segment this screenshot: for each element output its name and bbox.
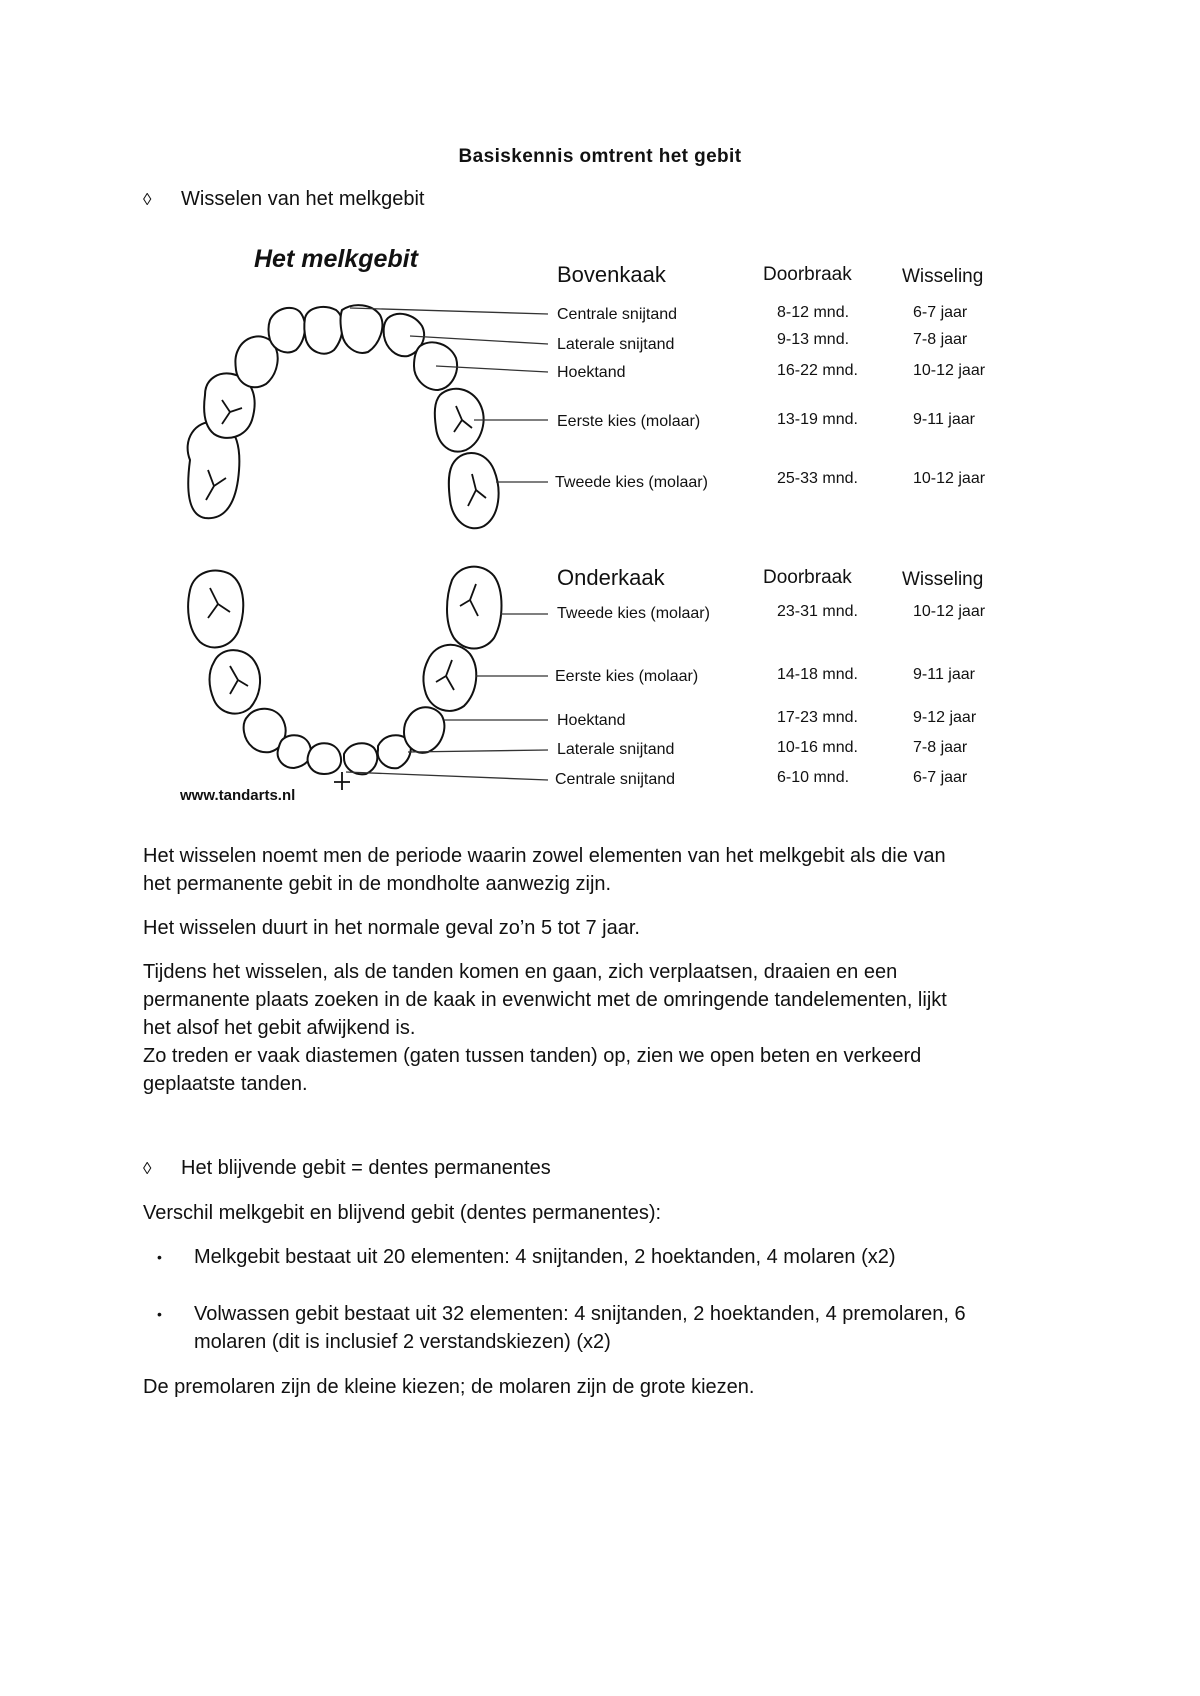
- lower-col-eruption: Doorbraak: [763, 567, 852, 588]
- upper-row-eruption: 9-13 mnd.: [777, 331, 850, 348]
- paragraph-line: De premolaren zijn de kleine kiezen; de molaren zijn de grote kiezen.: [143, 1376, 755, 1398]
- paragraph-line: Het wisselen noemt men de periode waarin zowel elementen van het melkgebit als die van: [143, 845, 946, 867]
- upper-row-change: 10-12 jaar: [913, 470, 986, 487]
- lower-row-change: 6-7 jaar: [913, 769, 968, 786]
- lower-row-tooth: Eerste kies (molaar): [555, 668, 699, 685]
- upper-row-eruption: 16-22 mnd.: [777, 362, 858, 379]
- upper-row-tooth: Tweede kies (molaar): [555, 474, 708, 491]
- lower-row-tooth: Laterale snijtand: [557, 741, 675, 758]
- lower-col-change: Wisseling: [902, 569, 984, 590]
- upper-row-tooth: Hoektand: [557, 364, 626, 381]
- figure-source: www.tandarts.nl: [180, 787, 296, 804]
- lower-row-tooth: Hoektand: [557, 712, 626, 729]
- paragraph-verschil: [143, 1199, 1063, 1227]
- list-item: [143, 1300, 1063, 1356]
- teeth-diagram: [0, 0, 1200, 820]
- upper-row-change: 6-7 jaar: [913, 304, 968, 321]
- lower-midline-mark: [334, 772, 350, 790]
- paragraph-line: geplaatste tanden.: [143, 1073, 308, 1095]
- lower-row-tooth: Centrale snijtand: [555, 771, 676, 788]
- list-item-text: Melkgebit bestaat uit 20 elementen: 4 snijtanden, 2 hoektanden, 4 molaren (x2): [194, 1246, 896, 1268]
- paragraph-line: het alsof het gebit afwijkend is.: [143, 1017, 416, 1039]
- lower-molar-1-right: [424, 645, 477, 711]
- upper-row-eruption: 8-12 mnd.: [777, 304, 850, 321]
- upper-row-tooth: Centrale snijtand: [557, 306, 678, 323]
- section-heading-blijvend: [143, 1157, 551, 1180]
- diamond-bullet-icon: ◊: [143, 190, 152, 209]
- page-title: Basiskennis omtrent het gebit: [458, 146, 742, 167]
- lower-row-eruption: 17-23 mnd.: [777, 709, 858, 726]
- lower-row-change: 9-11 jaar: [913, 666, 975, 683]
- lower-central-right: [344, 743, 377, 774]
- figure-title: Het melkgebit: [254, 245, 418, 273]
- paragraph-premolaren: [143, 1373, 1063, 1401]
- lower-row-tooth: Tweede kies (molaar): [557, 605, 710, 622]
- upper-lateral-left: [269, 308, 305, 353]
- paragraph-line: Het wisselen duurt in het normale geval zo’n 5 tot 7 jaar.: [143, 917, 640, 939]
- paragraph-line: Tijdens het wisselen, als de tanden komen en gaan, zich verplaatsen, draaien en een: [143, 961, 898, 983]
- upper-row-eruption: 13-19 mnd.: [777, 411, 858, 428]
- paragraph-description: [143, 958, 1063, 1098]
- paragraph-line: permanente plaats zoeken in de kaak in evenwicht met de omringende tandelementen, lijkt: [143, 989, 947, 1011]
- upper-row-change: 10-12 jaar: [913, 362, 986, 379]
- upper-row-eruption: 25-33 mnd.: [777, 470, 858, 487]
- lower-row-change: 9-12 jaar: [913, 709, 977, 726]
- paragraph-line: Verschil melkgebit en blijvend gebit (dentes permanentes):: [143, 1202, 662, 1224]
- upper-row-tooth: Laterale snijtand: [557, 336, 675, 353]
- upper-central-left: [304, 307, 342, 354]
- lower-molar-1-left: [210, 650, 261, 713]
- bullet-dot-icon: •: [157, 1249, 162, 1265]
- lower-row-eruption: 23-31 mnd.: [777, 603, 858, 620]
- section-heading-text: Het blijvende gebit = dentes permanentes: [181, 1157, 551, 1179]
- upper-molar-2-right: [449, 453, 499, 528]
- paragraph-duration: [143, 914, 1063, 942]
- list-item-text: molaren (dit is inclusief 2 verstandskiezen) (x2): [194, 1331, 611, 1353]
- paragraph-line: Zo treden er vaak diastemen (gaten tussen tanden) op, zien we open beten en verkeerd: [143, 1045, 922, 1067]
- upper-jaw-heading: Bovenkaak: [557, 262, 666, 287]
- lower-row-change: 10-12 jaar: [913, 603, 986, 620]
- upper-row-change: 9-11 jaar: [913, 411, 975, 428]
- paragraph-definition: [143, 842, 1063, 898]
- upper-col-eruption: Doorbraak: [763, 264, 852, 285]
- list-item: [143, 1243, 1063, 1271]
- diamond-bullet-icon: ◊: [143, 1159, 152, 1178]
- lower-row-eruption: 6-10 mnd.: [777, 769, 850, 786]
- bullet-dot-icon: •: [157, 1306, 162, 1322]
- lower-row-change: 7-8 jaar: [913, 739, 968, 756]
- upper-row-tooth: Eerste kies (molaar): [557, 413, 701, 430]
- upper-col-change: Wisseling: [902, 266, 984, 287]
- upper-row-change: 7-8 jaar: [913, 331, 968, 348]
- paragraph-line: het permanente gebit in de mondholte aanwezig zijn.: [143, 873, 612, 895]
- lower-row-eruption: 14-18 mnd.: [777, 666, 858, 683]
- lower-molar-2-left: [188, 571, 243, 648]
- lower-canine-right: [404, 707, 444, 753]
- upper-central-right: [341, 305, 383, 353]
- list-item-text: Volwassen gebit bestaat uit 32 elementen: 4 snijtanden, 2 hoektanden, 4 premolaren, 6: [194, 1303, 966, 1325]
- lower-row-eruption: 10-16 mnd.: [777, 739, 858, 756]
- lower-central-left: [308, 743, 341, 774]
- lower-jaw-heading: Onderkaak: [557, 565, 665, 590]
- leader-lower-central: [346, 772, 548, 780]
- section-heading-text: Wisselen van het melkgebit: [181, 188, 425, 210]
- lower-lateral-left: [278, 735, 311, 768]
